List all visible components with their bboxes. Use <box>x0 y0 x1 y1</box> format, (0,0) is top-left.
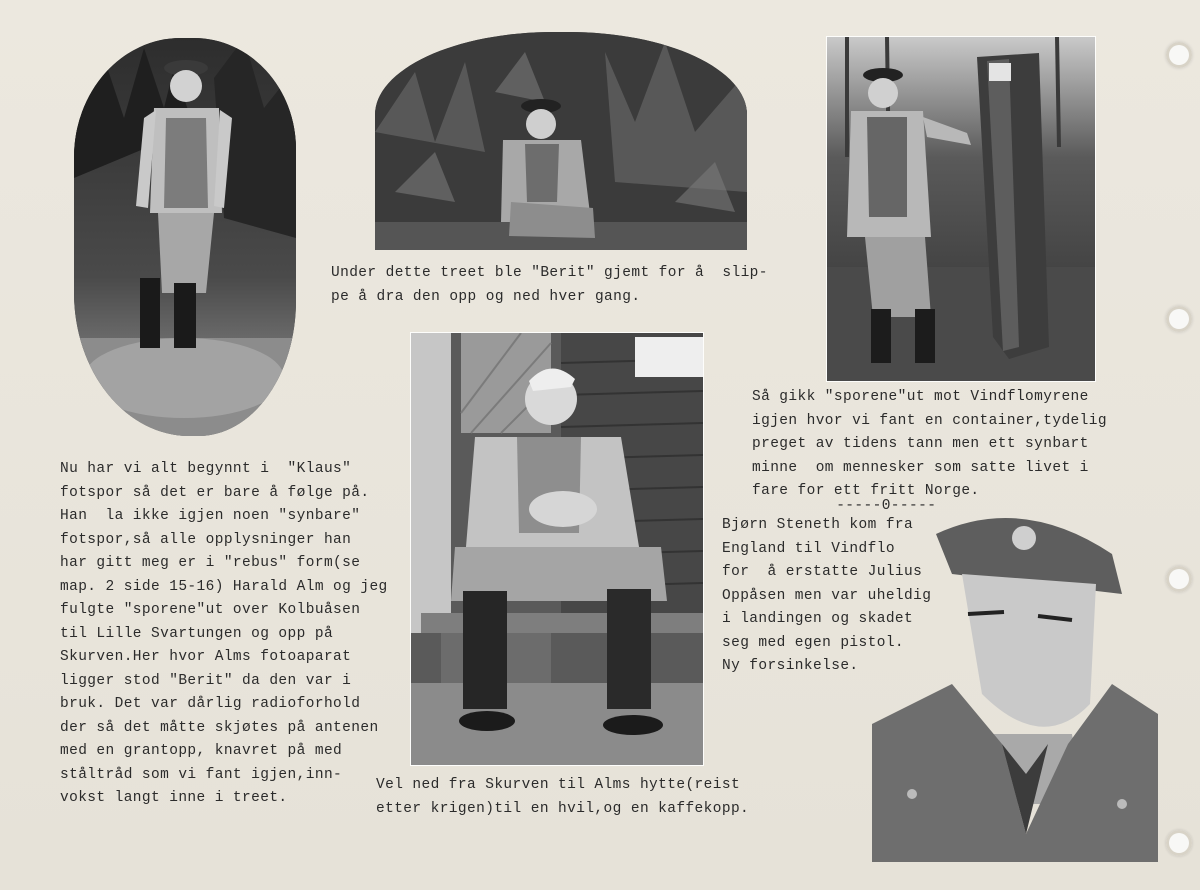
caption-klaus-line: vokst langt inne i treet. <box>60 790 288 806</box>
caption-klaus-line: Nu har vi alt begynnt i "Klaus" <box>60 461 352 477</box>
caption-klaus-line: fotspor,så alle opplysninger han <box>60 531 352 548</box>
caption-klaus-line: har gitt meg er i "rebus" form(se <box>60 555 361 571</box>
punch-hole <box>1166 306 1192 332</box>
caption-klaus-line: Skurven.Her hvor Alms fotoaparat <box>60 649 352 665</box>
caption-container <box>752 386 1107 504</box>
caption-steneth-line: Bjørn Steneth kom fra <box>722 517 914 533</box>
caption-tree-line: pe å dra den opp og ned hver gang. <box>331 288 641 305</box>
caption-cabin-line: Vel ned fra Skurven til Alms hytte(reist <box>376 777 741 793</box>
caption-steneth-line: seg med egen pistol. <box>722 634 905 651</box>
caption-klaus-line: med en grantopp, knavret på med <box>60 743 343 759</box>
caption-container-line: minne om mennesker som satte livet i <box>752 459 1089 476</box>
caption-klaus-line: til Lille Svartungen og opp på <box>60 625 334 642</box>
caption-klaus-line: ståltråd som vi fant igjen,inn- <box>60 766 343 783</box>
section-divider <box>818 499 936 513</box>
caption-steneth-line: i landingen og skadet <box>722 611 914 627</box>
caption-klaus-line: fulgte "sporene"ut over Kolbuåsen <box>60 602 361 618</box>
caption-steneth-line: Oppåsen men var uheldig <box>722 587 932 604</box>
divider-text: -----0----- <box>818 498 937 514</box>
photo-man-standing-oval <box>74 38 296 436</box>
caption-steneth <box>722 514 931 679</box>
caption-steneth-line: England til Vindflo <box>722 540 895 557</box>
caption-klaus <box>60 458 388 811</box>
caption-klaus-line: ligger stod "Berit" da den var i <box>60 672 352 689</box>
caption-container-line: fare for ett fritt Norge. <box>752 483 980 499</box>
caption-cabin-line: etter krigen)til en hvil,og en kaffekopp. <box>376 800 750 817</box>
caption-container-line: Så gikk "sporene"ut mot Vindflomyrene <box>752 389 1089 405</box>
caption-cabin <box>376 774 749 821</box>
punch-hole <box>1166 566 1192 592</box>
caption-klaus-line: map. 2 side 15-16) Harald Alm og jeg <box>60 578 388 595</box>
caption-klaus-line: der så det måtte skjøtes på antenen <box>60 719 379 736</box>
photo-man-sitting-at-cabin <box>410 332 704 766</box>
caption-klaus-line: bruk. Det var dårlig radioforhold <box>60 696 361 712</box>
caption-tree <box>331 262 768 309</box>
caption-container-line: preget av tidens tann men ett synbart <box>752 436 1089 452</box>
photo-man-beside-container <box>826 36 1096 382</box>
caption-container-line: igjen hvor vi fant en container,tydelig <box>752 412 1107 429</box>
photo-man-under-spruce <box>375 32 747 250</box>
caption-steneth-line: for å erstatte Julius <box>722 564 923 580</box>
caption-tree-line: Under dette treet ble "Berit" gjemt for å slip- <box>331 265 768 281</box>
caption-klaus-line: fotspor så det er bare å følge på. <box>60 484 370 501</box>
caption-klaus-line: Han la ikke igjen noen "synbare" <box>60 508 361 524</box>
caption-steneth-line: Ny forsinkelse. <box>722 658 859 674</box>
punch-hole <box>1166 830 1192 856</box>
punch-hole <box>1166 42 1192 68</box>
